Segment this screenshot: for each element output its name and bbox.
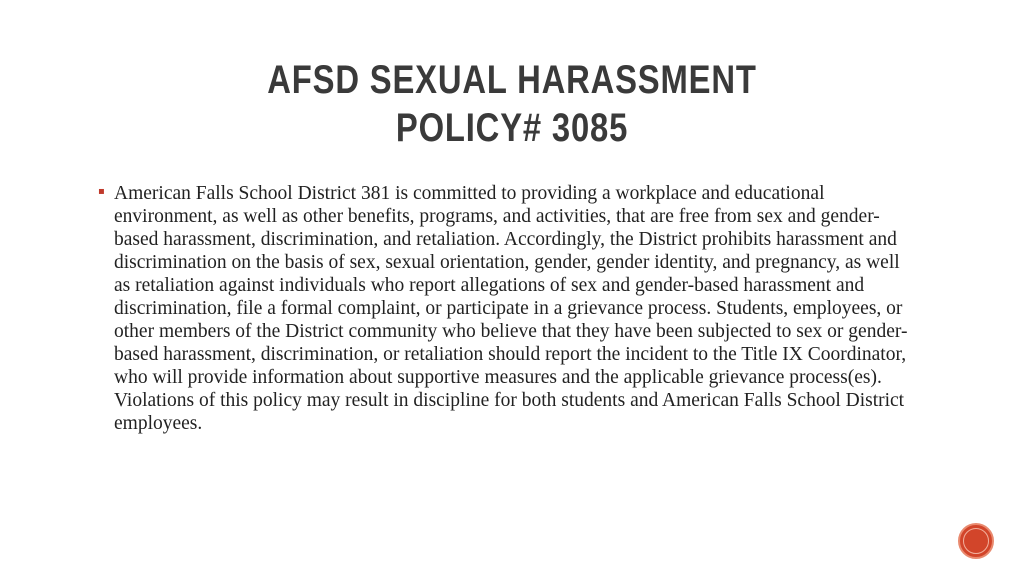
- title-line-2: POLICY# 3085: [395, 106, 629, 150]
- policy-paragraph: American Falls School District 381 is committed to providing a workplace and educational environment, as well as other benefits, programs, and activities, that are free from sex and gender-based harassment, discrimination, and retaliation. Accordingly, the District prohibits harassment and discrimination on the basis of sex, sexual orientation, gender, gender identity, and pregnancy, as well as retaliation against individuals who report allegations of sex and gender-based harassment and discrimination, file a formal complaint, or participate in a grievance process. Students, employees, or other members of the District community who believe that they have been subjected to sex or gender-based harassment, discrimination, or retaliation should report the incident to the Title IX Coordinator, who will provide information about supportive measures and the applicable grievance process(es). Violations of this policy may result in discipline for both students and American Falls School District employees.: [114, 183, 908, 434]
- page-number-circle-icon: [958, 523, 994, 559]
- slide-title: [215, 56, 809, 152]
- content-area: [98, 182, 920, 435]
- square-bullet-icon: ▪: [98, 186, 105, 197]
- title-line-1: AFSD SEXUAL HARASSMENT: [267, 58, 757, 102]
